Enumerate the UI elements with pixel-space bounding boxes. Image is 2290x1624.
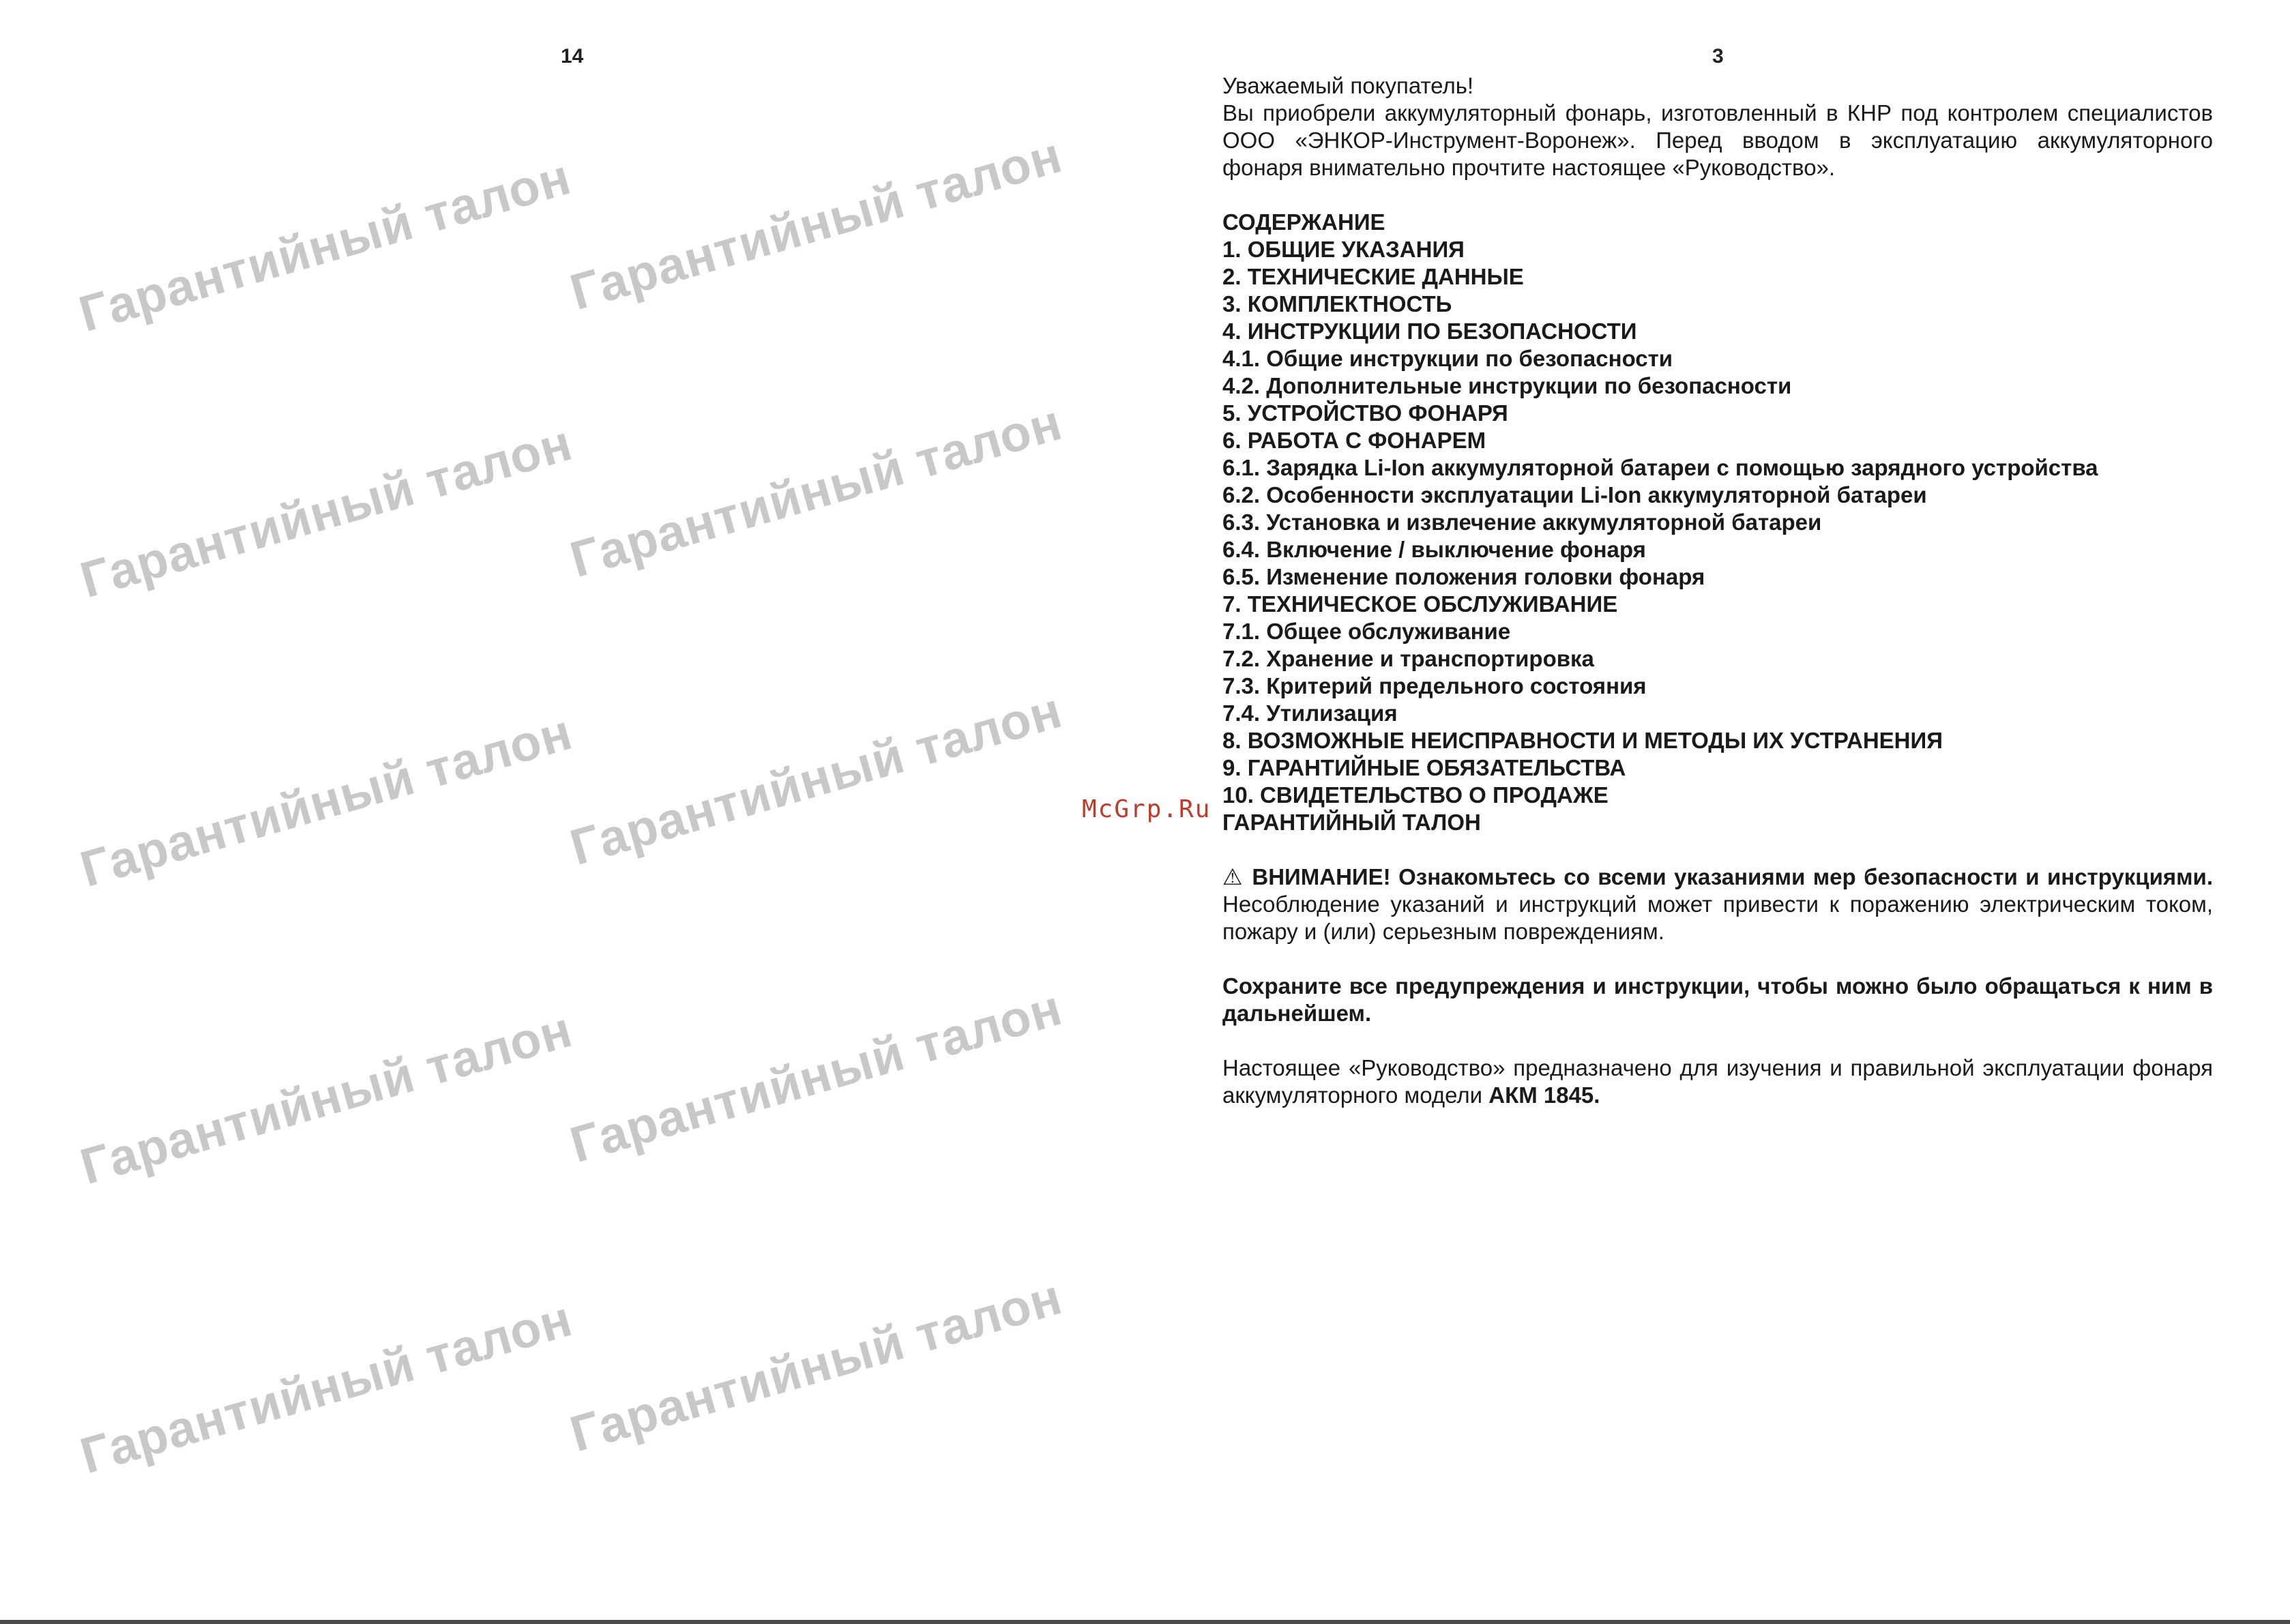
warranty-watermark: Гарантийный талон [74, 413, 578, 609]
warning-heading: ВНИМАНИЕ! Ознакомьтесь со всеми указаниями мер безопасности и инструкциями. [1252, 864, 2213, 889]
toc-item: 4.1. Общие инструкции по безопасности [1222, 346, 1673, 371]
toc-item: ГАРАНТИЙНЫЙ ТАЛОН [1222, 810, 1481, 835]
toc-item: 5. УСТРОЙСТВО ФОНАРЯ [1222, 400, 1508, 426]
site-watermark: McGrp.Ru [1082, 795, 1212, 823]
toc-item: 6.2. Особенности эксплуатации Li-Ion аккумуляторной батареи [1222, 482, 1927, 507]
toc-item: 7.3. Критерий предельного состояния [1222, 673, 1647, 698]
toc-item: 7.1. Общее обслуживание [1222, 619, 1511, 644]
right-page-number: 3 [1712, 45, 1724, 68]
warranty-watermark: Гарантийный талон [74, 1000, 578, 1196]
greeting: Уважаемый покупатель! [1222, 73, 1474, 98]
warranty-watermark: Гарантийный талон [74, 703, 578, 898]
toc-item: 6. РАБОТА С ФОНАРЕМ [1222, 428, 1486, 453]
toc-item: 10. СВИДЕТЕЛЬСТВО О ПРОДАЖЕ [1222, 782, 1609, 808]
bottom-border [0, 1620, 2290, 1624]
warranty-watermark: Гарантийный талон [72, 147, 577, 343]
warranty-watermark: Гарантийный талон [563, 1267, 1068, 1463]
toc-item: 2. ТЕХНИЧЕСКИЕ ДАННЫЕ [1222, 264, 1524, 289]
toc-item: 3. КОМПЛЕКТНОСТЬ [1222, 291, 1452, 316]
warning-triangle-icon: ⚠ [1222, 863, 1244, 890]
purpose-paragraph [1222, 1054, 2213, 1109]
toc-item: 4.2. Дополнительные инструкции по безопасности [1222, 373, 1792, 398]
left-page-number: 14 [561, 45, 584, 68]
toc-item: 1. ОБЩИЕ УКАЗАНИЯ [1222, 237, 1465, 262]
toc-item: 4. ИНСТРУКЦИИ ПО БЕЗОПАСНОСТИ [1222, 319, 1637, 344]
right-page-content [1222, 72, 2213, 1109]
warranty-watermark: Гарантийный талон [563, 126, 1068, 321]
warranty-watermark: Гарантийный талон [563, 978, 1068, 1174]
toc-item: 7.2. Хранение и транспортировка [1222, 646, 1594, 671]
warranty-watermark: Гарантийный талон [563, 393, 1068, 589]
toc-item: 7. ТЕХНИЧЕСКОЕ ОБСЛУЖИВАНИЕ [1222, 591, 1618, 617]
warranty-watermark: Гарантийный талон [563, 681, 1068, 876]
table-of-contents [1222, 236, 2213, 836]
toc-item: 6.3. Установка и извлечение аккумуляторной батареи [1222, 510, 1822, 535]
toc-item: 6.1. Зарядка Li-Ion аккумуляторной батареи с помощью зарядного устройства [1222, 455, 2098, 480]
warning-text: Несоблюдение указаний и инструкций может привести к поражению электрическим током, пожару и (или) серьезным повреждениям. [1222, 891, 2213, 944]
toc-item: 6.5. Изменение положения головки фонаря [1222, 564, 1705, 589]
intro-paragraph: Вы приобрели аккумуляторный фонарь, изготовленный в КНР под контролем специалистов ООО «ЭНКОР-Инструмент-Воронеж». Перед вводом в эксплуатацию аккумуляторного фонаря внимательно прочтите настоящее «Руководство». [1222, 100, 2213, 180]
toc-item: 8. ВОЗМОЖНЫЕ НЕИСПРАВНОСТИ И МЕТОДЫ ИХ УСТРАНЕНИЯ [1222, 728, 1943, 753]
warning-paragraph [1222, 863, 2213, 945]
toc-item: 6.4. Включение / выключение фонаря [1222, 537, 1646, 562]
warranty-watermark: Гарантийный талон [74, 1289, 578, 1485]
toc-item: 7.4. Утилизация [1222, 700, 1398, 726]
purpose-text: Настоящее «Руководство» предназначено для изучения и правильной эксплуатации фонаря аккумуляторного модели [1222, 1055, 2213, 1108]
toc-title: СОДЕРЖАНИЕ [1222, 209, 1385, 235]
model-name: АКМ 1845. [1488, 1082, 1600, 1108]
toc-item: 9. ГАРАНТИЙНЫЕ ОБЯЗАТЕЛЬСТВА [1222, 755, 1626, 780]
save-instructions-note: Сохраните все предупреждения и инструкции, чтобы можно было обращаться к ним в дальнейшем. [1222, 973, 2213, 1026]
